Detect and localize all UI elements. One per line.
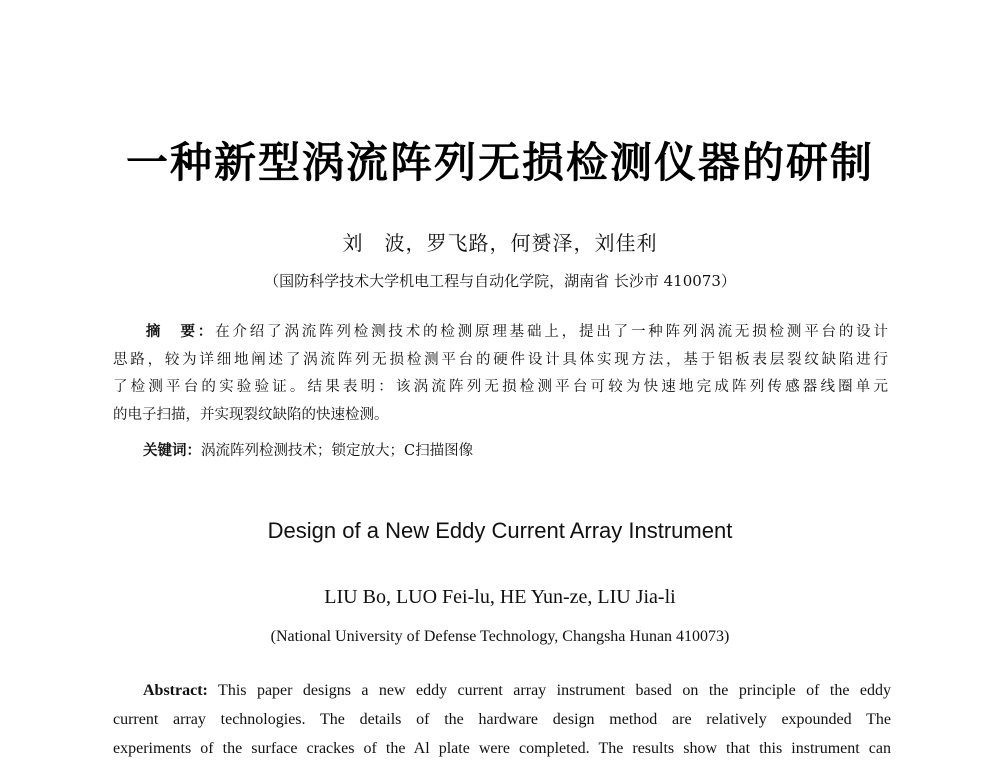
chinese-abstract-text-1: 在介绍了涡流阵列检测技术的检测原理基础上，提出了一种阵列涡流无损检测平台的设计 (215, 324, 889, 340)
english-authors: LIU Bo, LUO Fei-lu, HE Yun-ze, LIU Jia-li (324, 586, 676, 608)
chinese-abstract (113, 319, 888, 429)
chinese-authors: 刘 波，罗飞路，何赟泽，刘佳利 (342, 231, 658, 255)
english-title: Design of a New Eddy Current Array Instrument (267, 518, 733, 543)
chinese-keywords (143, 439, 888, 463)
english-abstract (113, 676, 891, 763)
english-affiliation: (National University of Defense Technology, Changsha Hunan 410073) (270, 628, 730, 645)
english-abstract-label: Abstract: (143, 682, 208, 699)
chinese-title: 一种新型涡流阵列无损检测仪器的研制 (125, 138, 874, 187)
chinese-abstract-line-1 (113, 319, 888, 347)
chinese-abstract-line-3: 了检测平台的实验验证。结果表明：该涡流阵列无损检测平台可较为快速地完成阵列传感器线圈单元 (113, 379, 888, 395)
chinese-affiliation: （国防科学技术大学机电工程与自动化学院，湖南省 长沙市 410073） (264, 272, 736, 290)
chinese-keywords-text: 涡流阵列检测技术；锁定放大；C扫描图像 (201, 443, 474, 459)
english-abstract-text-1: This paper designs a new eddy current array instrument based on the principle of the eddy (218, 682, 891, 699)
chinese-keywords-label: 关键词： (143, 443, 201, 459)
english-abstract-line-3: experiments of the surface crackes of the Al plate were completed. The results show that this instrument can (113, 740, 891, 757)
chinese-abstract-label: 摘 要： (143, 324, 216, 340)
english-abstract-line-1 (113, 676, 891, 705)
english-abstract-line-2: current array technologies. The details of the hardware design method are relatively expounded The (113, 711, 891, 728)
chinese-abstract-line-2: 思路，较为详细地阐述了涡流阵列无损检测平台的硬件设计具体实现方法，基于铝板表层裂纹缺陷进行 (113, 351, 888, 368)
chinese-abstract-line-4: 的电子扫描，并实现裂纹缺陷的快速检测。 (113, 406, 389, 423)
